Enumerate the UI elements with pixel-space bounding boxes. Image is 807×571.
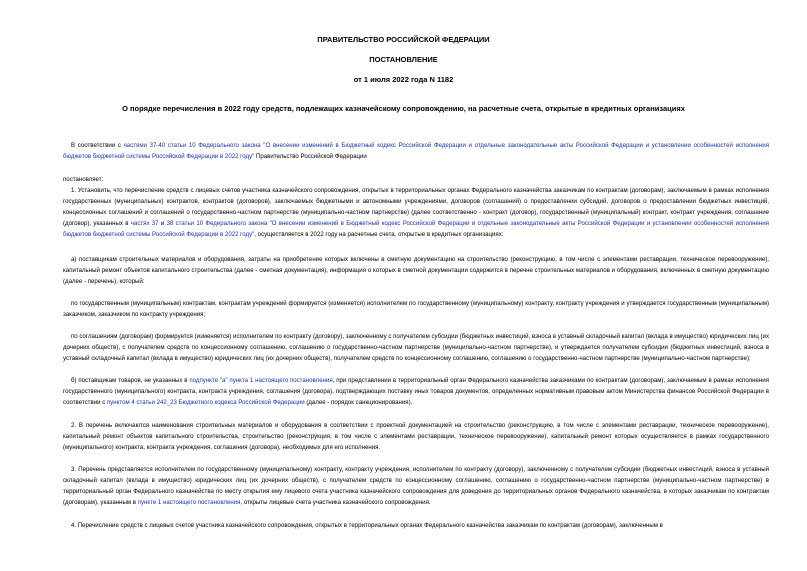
pb-text-2: , при представлении в территориальный орган Федерального казначейства заказчиками по контрактам (договорам), заключаемым в рамках исполнения государственного (муниципального) контракта, контракта учреждения, соглашения (договора), подтверждающих поставку иных товаров документов, определенных нормативным правовым актом Министерства финансов Российской Федерации в соответствии с	[63, 377, 769, 406]
org-heading: ПРАВИТЕЛЬСТВО РОССИЙСКОЙ ФЕДЕРАЦИИ	[317, 35, 490, 44]
budget-code-link[interactable]: пунктом 4 статьи 242_23 Бюджетного кодекса Российской Федерации	[106, 399, 305, 406]
subparagraph-a-item-2: по соглашениям (договорам) формируется (изменяется) исполнителем по контракту (договору), заключенному с получателем субсидии (бюджетных инвестиций, взноса в уставный складочный капитал (вклада в имущество) юридических лиц (их дочерних обществ), с получателем средств по концессионному соглашению, соглашению о государственно-частном партнерстве (муниципально-частном партнерстве), и утверждается получателем субсидии (бюджетных инвестиций, взноса в уставный складочный капитал (вклада в имущество) юридических лиц (их дочерних обществ), получателем средств по концессионному соглашению, соглашению о государственно-частном партнерстве (муниципально-частном партнерстве);	[63, 333, 769, 362]
intro-text: В соответствии с	[71, 142, 124, 149]
document-title: О порядке перечисления в 2022 году средств, подлежащих казначейскому сопровождению, на расчетные счета, открытые в кредитных организациях	[122, 104, 685, 113]
federal-law-link[interactable]: Федерального закона "О внесении изменений в Бюджетный кодекс Российской Федерации и отдельные законодательные акты Российской Федерации и установлении особенностей исполнения бюджетов бюджетной системы Российской Федерации в 2022 году"	[63, 142, 769, 160]
subparagraph-a-item-1: по государственным (муниципальным) контрактам, контрактам учреждений формируется (изменяется) исполнителем по государственному (муниципальному) контракту, контракту учреждения и утверждается государственным (муниципальным) заказчиком, заказчиком по контракту учреждения;	[63, 300, 769, 318]
article-10-link[interactable]: 38 статьи 10	[166, 220, 204, 227]
paragraph-4: 4. Перечисление средств с лицевых счетов участника казначейского сопровождения, открытых в территориальных органах Федерального казначейства заказчикам по контрактам (договорам), заключенным в	[71, 522, 663, 529]
law-articles-link[interactable]: частями 37-40 статьи 10	[123, 142, 196, 149]
decides-line: постановляет:	[63, 176, 104, 183]
doc-type-heading: ПОСТАНОВЛЕНИЕ	[369, 55, 438, 64]
pb-text: б) поставщикам товаров, не указанных в	[71, 377, 190, 384]
p1-and: и	[158, 220, 167, 227]
date-number-heading: от 1 июля 2022 года N 1182	[353, 75, 454, 84]
p1-tail: , осуществляется в 2022 году на расчетные счета, открытые в кредитных организациях:	[254, 231, 504, 238]
subparagraph-a: а) поставщикам строительных материалов и оборудования, затраты на приобретение которых включены в сметную документацию на строительство (реконструкцию, в том числе с элементами реставрации, техническое перевооружение), капитальный ремонт объектов капитального строительства (далее - сметная документация), информация о которых в сметной документации содержится в перечне строительных материалов и оборудования, включенных в сметную документацию (далее - перечень), который:	[63, 256, 769, 285]
subparagraph-b	[63, 375, 769, 408]
paragraph-1-link[interactable]: пункте 1 настоящего постановления	[137, 499, 241, 506]
subparagraph-a-link[interactable]: подпункте "а" пункта 1 настоящего постановления	[189, 377, 333, 384]
p3-tail: , открыты лицевые счета участника казначейского сопровождения.	[240, 499, 431, 506]
paragraph-1	[63, 185, 769, 240]
p1-text: 1. Установить, что перечисление средств с лицевых счетов участника казначейского сопровождения, открытых в территориальных органах Федерального казначейства заказчикам по контрактам (договорам), заключаемым в рамках исполнения государственных (муниципальных) контрактов, контрактов (договоров), заключаемых бюджетными и автономными учреждениями, договоров (соглашений) о предоставлении субсидий, договоров о предоставлении бюджетных инвестиций, концессионных соглашений и соглашений о государственно-частном партнерстве (муниципально-частном партнерстве) (далее соответственно - контракт (договор), государственный (муниципальный) контракт, контракт учреждения, соглашение (договор), указанных в	[63, 187, 769, 227]
intro-paragraph	[63, 140, 769, 162]
pb-tail: (далее - порядок санкционирования).	[304, 399, 413, 406]
p3-text: 3. Перечень представляется исполнителем по государственному (муниципальному) контракту, контракту учреждения, исполнителем по контракту (договору), заключенному с получателем субсидии (бюджетных инвестиций, взноса в уставный складочный капитал (вклада в имущество) юридических лиц (их дочерних обществ), с получателем средств по концессионному соглашению, соглашению о государственно-частном партнерстве (муниципально-частном партнерстве) в территориальный орган Федерального казначейства по месту открытия ему лицевого счета участника казначейского сопровождения для доведения до территориальных органов Федерального казначейства, в которых заказчикам по контрактам (договорам), указанным в	[63, 466, 769, 506]
part-37-link[interactable]: частях 37	[130, 220, 159, 227]
paragraph-3	[63, 464, 769, 508]
paragraph-2: 2. В перечень включаются наименования строительных материалов и оборудования в соответствии с проектной документацией на строительство (реконструкцию, в том числе с элементами реставрации, техническое перевооружение), капитальный ремонт объектов капитального строительства, строительство (реконструкция, в том числе с элементами реставрации, техническое перевооружение), капитальный ремонт которых осуществляется в рамках государственного (муниципального) контракта, контракта учреждения, соглашения (договора), необходимых для его исполнения.	[63, 422, 769, 451]
intro-tail: Правительство Российской Федерации	[254, 153, 367, 160]
federal-law-link-2[interactable]: Федерального закона "О внесении изменений в Бюджетный кодекс Российской Федерации и отдельные законодательные акты Российской Федерации и установлении особенностей исполнения бюджетов бюджетной системы Российской Федерации в 2022 году"	[63, 220, 769, 238]
